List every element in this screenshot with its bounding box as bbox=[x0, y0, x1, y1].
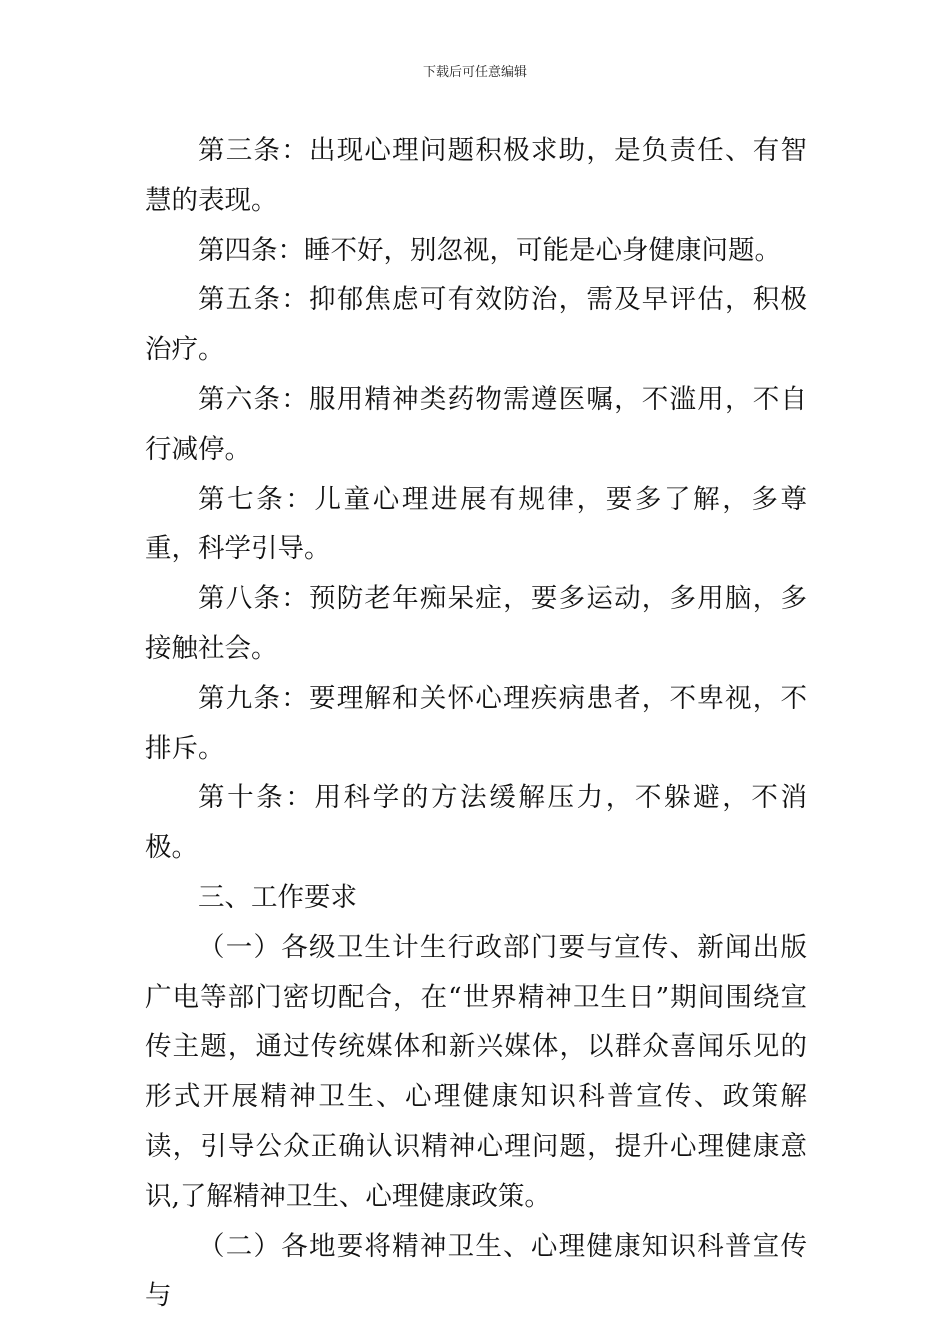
article-4-paragraph: 第四条：睡不好，别忽视，可能是心身健康问题。 bbox=[198, 234, 781, 266]
document-body bbox=[145, 126, 807, 1321]
article-5-paragraph: 第五条：抑郁焦虑可有效防治，需及早评估，积极治疗。 bbox=[145, 284, 807, 366]
article-7-paragraph: 第七条：儿童心理进展有规律，要多了解，多尊重，科学引导。 bbox=[145, 483, 807, 565]
article-3-paragraph: 第三条：出现心理问题积极求助，是负责任、有智慧的表现。 bbox=[145, 135, 807, 216]
requirement-1-paragraph: （一）各级卫生计生行政部门要与宣传、新闻出版广电等部门密切配合，在“世界精神卫生日”期间围绕宣传主题，通过传统媒体和新兴媒体，以群众喜闻乐见的形式开展精神卫生、心理健康知识科普宣传、政策解读，引导公众正确认识精神心理问题，提升心理健康意识,了解精神卫生、心理健康政策。 bbox=[145, 931, 807, 1212]
article-8-paragraph: 第八条：预防老年痴呆症，要多运动，多用脑，多接触社会。 bbox=[145, 583, 807, 664]
page-header: 下载后可任意编辑 bbox=[422, 65, 527, 80]
requirement-2-paragraph: （二）各地要将精神卫生、心理健康知识科普宣传与 bbox=[145, 1230, 807, 1312]
article-9-paragraph: 第九条：要理解和关怀心理疾病患者，不卑视，不排斥。 bbox=[145, 682, 807, 764]
article-10-paragraph: 第十条：用科学的方法缓解压力，不躲避，不消极。 bbox=[145, 782, 807, 864]
article-6-paragraph: 第六条：服用精神类药物需遵医嘱，不滥用，不自行减停。 bbox=[145, 383, 807, 465]
section-heading: 三、工作要求 bbox=[198, 881, 357, 913]
